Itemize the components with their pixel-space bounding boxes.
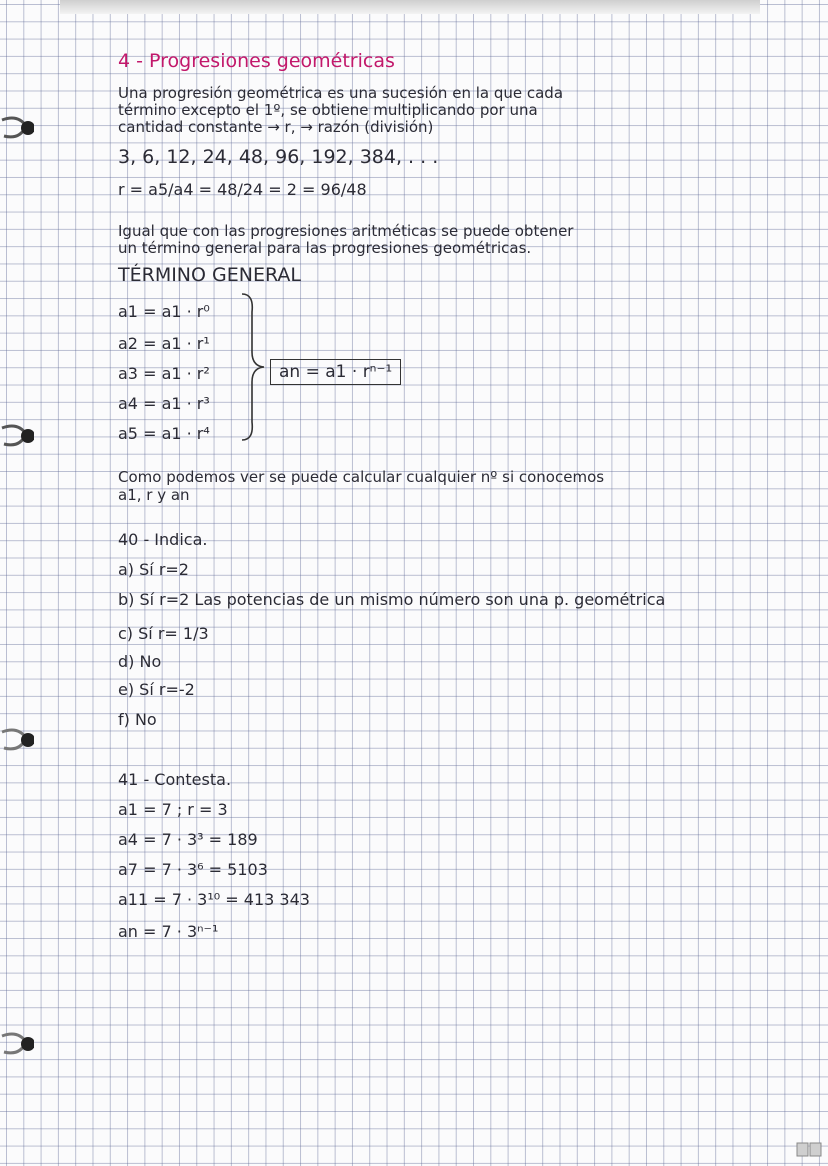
ratio-calculation: r = a5/a4 = 48/24 = 2 = 96/48 bbox=[118, 180, 367, 199]
page-heading: 4 - Progresiones geométricas bbox=[118, 50, 395, 72]
intro-line: cantidad constante → r, → razón (división) bbox=[118, 118, 434, 136]
exercise-41-line: a1 = 7 ; r = 3 bbox=[118, 800, 228, 819]
example-sequence: 3, 6, 12, 24, 48, 96, 192, 384, . . . bbox=[118, 146, 439, 168]
exercise-40-answer: b) Sí r=2 Las potencias de un mismo número son una p. geométrica bbox=[118, 590, 666, 609]
exercise-40-answer: d) No bbox=[118, 652, 162, 671]
term-row: a5 = a1 · r⁴ bbox=[118, 424, 210, 443]
binder-ring-hole-icon bbox=[0, 110, 34, 146]
general-term-label: TÉRMINO GENERAL bbox=[118, 264, 301, 286]
page-top-edge bbox=[60, 0, 760, 14]
page-corner-mark-icon bbox=[796, 1142, 822, 1158]
binder-ring-hole-icon bbox=[0, 1026, 34, 1062]
exercise-41-line: an = 7 · 3ⁿ⁻¹ bbox=[118, 922, 219, 941]
conclusion-line: Como podemos ver se puede calcular cualquier nº si conocemos bbox=[118, 468, 605, 486]
intro-line: Una progresión geométrica es una sucesión en la que cada bbox=[118, 84, 564, 102]
term-row: a2 = a1 · r¹ bbox=[118, 334, 210, 353]
term-row: a1 = a1 · r⁰ bbox=[118, 302, 210, 321]
binder-ring-hole-icon bbox=[0, 722, 34, 758]
term-row: a4 = a1 · r³ bbox=[118, 394, 210, 413]
note-line: un término general para las progresiones geométricas. bbox=[118, 239, 532, 257]
general-term-formula: an = a1 · rⁿ⁻¹ bbox=[270, 359, 401, 385]
conclusion-line: a1, r y an bbox=[118, 486, 190, 504]
exercise-41-title: 41 - Contesta. bbox=[118, 770, 232, 789]
exercise-41-line: a7 = 7 · 3⁶ = 5103 bbox=[118, 860, 268, 879]
exercise-40-answer: f) No bbox=[118, 710, 157, 729]
exercise-40-answer: c) Sí r= 1/3 bbox=[118, 624, 209, 643]
exercise-40-title: 40 - Indica. bbox=[118, 530, 208, 549]
exercise-41-line: a4 = 7 · 3³ = 189 bbox=[118, 830, 258, 849]
intro-line: término excepto el 1º, se obtiene multiplicando por una bbox=[118, 101, 538, 119]
curly-brace-icon bbox=[238, 292, 268, 442]
note-line: Igual que con las progresiones aritméticas se puede obtener bbox=[118, 222, 574, 240]
exercise-41-line: a11 = 7 · 3¹⁰ = 413 343 bbox=[118, 890, 310, 909]
exercise-40-answer: a) Sí r=2 bbox=[118, 560, 189, 579]
binder-ring-hole-icon bbox=[0, 418, 34, 454]
exercise-40-answer: e) Sí r=-2 bbox=[118, 680, 195, 699]
term-row: a3 = a1 · r² bbox=[118, 364, 210, 383]
